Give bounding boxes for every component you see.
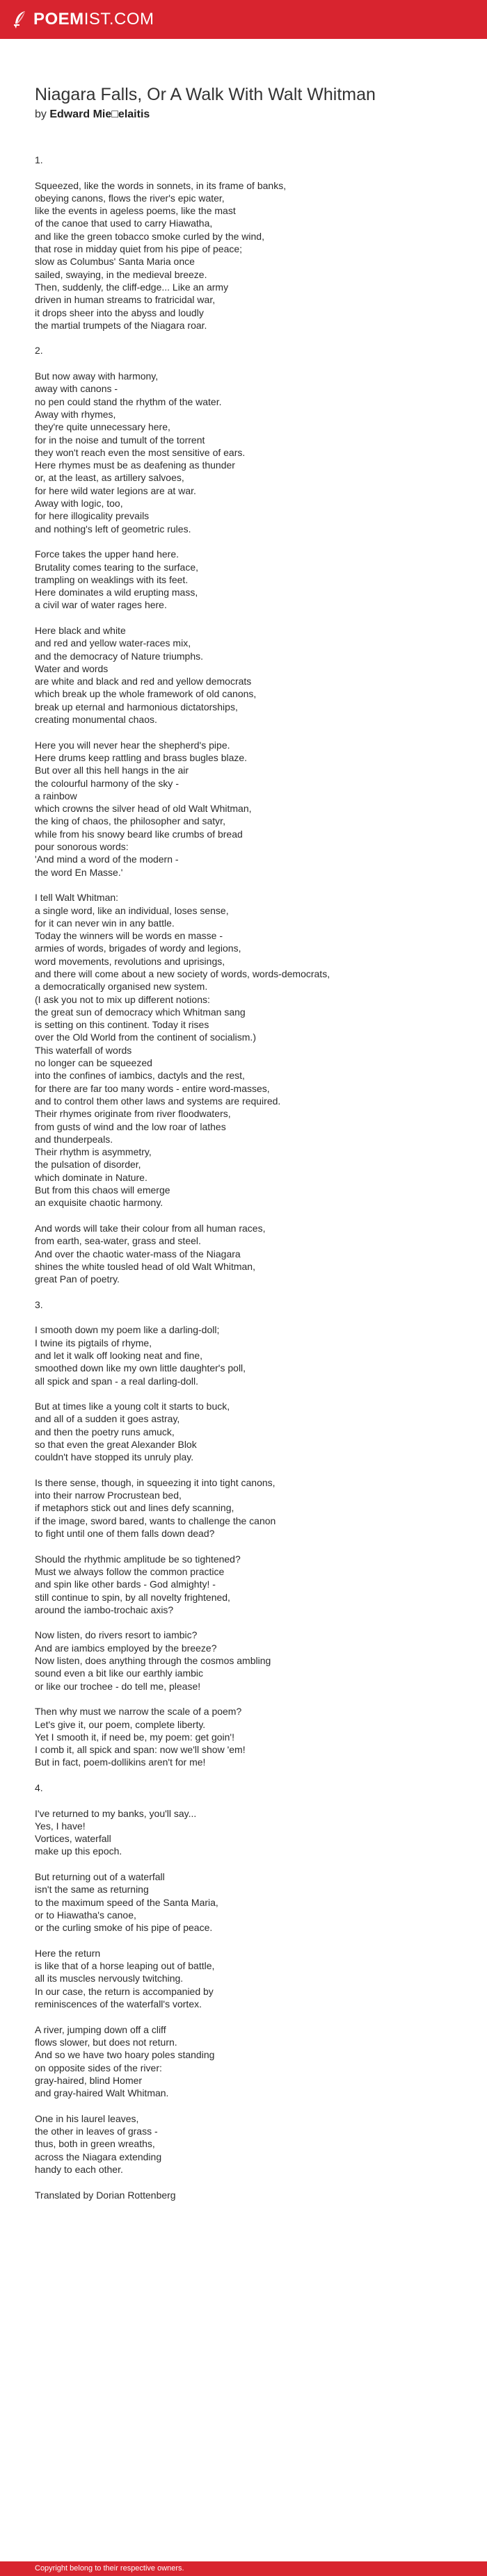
poem-line: Here rhymes must be as deafening as thunder (35, 459, 235, 471)
poem-line: into their narrow Procrustean bed, (35, 1490, 182, 1501)
poem-title: Niagara Falls, Or A Walk With Walt Whitman (35, 85, 376, 104)
poem-line: 4. (35, 1782, 43, 1793)
poem-line: Here drums keep rattling and brass bugles blaze. (35, 751, 248, 763)
poem-line: Now listen, does anything through the cosmos ambling (35, 1655, 271, 1667)
poem-line: the colourful harmony of the sky - (35, 777, 179, 789)
header-bar (0, 0, 487, 39)
poem-line: and nothing's left of geometric rules. (35, 523, 191, 535)
poem-container (35, 83, 459, 2214)
brand-strong: POEM (33, 10, 84, 28)
stanza (35, 624, 459, 726)
stanza (35, 1705, 459, 1768)
poem-line: A river, jumping down off a cliff (35, 2023, 166, 2035)
poem-line: Must we always follow the common practice (35, 1565, 225, 1577)
poem-line: Then why must we narrow the scale of a poem? (35, 1706, 242, 1718)
poem-line: and to control them other laws and systems are required. (35, 1095, 281, 1107)
poem-line: 'And mind a word of the modern - (35, 854, 179, 865)
poem-line: smoothed down like my own little daughter's poll, (35, 1362, 246, 1374)
poem-line: shines the white tousled head of old Walt Whitman, (35, 1260, 255, 1272)
poem-line: if metaphors stick out and lines defy scanning, (35, 1502, 234, 1514)
poem-line: and the democracy of Nature triumphs. (35, 650, 204, 662)
stanza (35, 739, 459, 879)
stanza (35, 1947, 459, 2010)
poem-line: all spick and span - a real darling-doll. (35, 1375, 199, 1387)
poem-line: a rainbow (35, 790, 77, 801)
poem-line: (I ask you not to mix up different notions: (35, 993, 210, 1005)
poem-line: Here black and white (35, 624, 126, 636)
poem-line: the pulsation of disorder, (35, 1159, 141, 1171)
poem-line: Today the winners will be words en masse - (35, 930, 223, 942)
copyright-text: Copyright belong to their respective owners. (35, 2564, 184, 2573)
poem-line: all its muscles nervously twitching. (35, 1973, 184, 1984)
quill-icon (13, 10, 28, 29)
poem-line: and red and yellow water-races mix, (35, 637, 191, 649)
poem-line: they won't reach even the most sensitive of ears. (35, 446, 246, 458)
poem-line: Away with logic, too, (35, 498, 123, 510)
poem-line: Vortices, waterfall (35, 1833, 111, 1845)
stanza (35, 1553, 459, 1616)
poem-line: Translated by Dorian Rottenberg (35, 2189, 176, 2201)
poem-line: make up this epoch. (35, 1845, 122, 1857)
poem-line: And so we have two hoary poles standing (35, 2049, 215, 2061)
stanza (35, 1400, 459, 1463)
poem-line: slow as Columbus' Santa Maria once (35, 256, 195, 268)
poem-line: the martial trumpets of the Niagara roar. (35, 319, 207, 331)
poem-line: But returning out of a waterfall (35, 1871, 165, 1883)
poem-line: and there will come about a new society of words, words-democrats, (35, 968, 330, 979)
poem-line: for here wild water legions are at war. (35, 484, 196, 496)
poem-line: word movements, revolutions and uprisings, (35, 955, 225, 967)
poem-line: and all of a sudden it goes astray, (35, 1413, 180, 1425)
poem-line: handy to each other. (35, 2163, 123, 2175)
poem-line: no pen could stand the rhythm of the water. (35, 396, 222, 407)
poem-line: This waterfall of words (35, 1044, 132, 1056)
poem-line: they're quite unnecessary here, (35, 421, 170, 433)
poem-line: sailed, swaying, in the medieval breeze. (35, 268, 207, 280)
stanza (35, 2112, 459, 2176)
poem-line: 2. (35, 345, 43, 357)
poem-line: like the events in ageless poems, like the mast (35, 205, 236, 217)
poem-body (35, 154, 459, 2201)
poem-line: and let it walk off looking neat and fine, (35, 1349, 203, 1361)
poem-line: while from his snowy beard like crumbs of bread (35, 828, 243, 840)
poem-line: which dominate in Nature. (35, 1171, 147, 1183)
author-link[interactable]: Edward Mie□elaitis (49, 108, 150, 120)
stanza (35, 1476, 459, 1540)
poem-line: that rose in midday quiet from his pipe of peace; (35, 243, 243, 255)
poem-line: Force takes the upper hand here. (35, 548, 179, 560)
poem-line: or the curling smoke of his pipe of peace. (35, 1922, 213, 1934)
poem-line: across the Niagara extending (35, 2151, 162, 2162)
brand-light: IST.COM (83, 10, 154, 28)
poem-line: I've returned to my banks, you'll say... (35, 1807, 197, 1819)
poem-line: for here illogicality prevails (35, 510, 150, 522)
poem-line: flows slower, but does not return. (35, 2036, 177, 2048)
stanza (35, 1807, 459, 1858)
poem-line: which break up the whole framework of old canons, (35, 688, 257, 700)
stanza (35, 1222, 459, 1285)
poem-line: I tell Walt Whitman: (35, 892, 119, 904)
poem-line: and like the green tobacco smoke curled by the wind, (35, 230, 264, 242)
poem-line: trampling on weaklings with its feet. (35, 573, 189, 585)
stanza (35, 1323, 459, 1387)
poem-line: But in fact, poem-dollikins aren't for me! (35, 1756, 206, 1768)
poem-line: Their rhythm is asymmetry, (35, 1146, 152, 1158)
stanza (35, 154, 459, 166)
poem-line: And words will take their colour from all human races, (35, 1222, 266, 1234)
poem-line: into the confines of iambics, dactyls and the rest, (35, 1070, 245, 1082)
poem-line: or to Hiawatha's canoe, (35, 1909, 136, 1921)
poem-line: for there are far too many words - entire word-masses, (35, 1082, 270, 1094)
poem-line: a single word, like an individual, loses sense, (35, 904, 229, 916)
poem-line: or, at the least, as artillery salvoes, (35, 472, 184, 484)
poem-line: One in his laurel leaves, (35, 2112, 139, 2124)
poem-line: And are iambics employed by the breeze? (35, 1642, 217, 1654)
poem-line: away with canons - (35, 383, 118, 395)
poem-line: 1. (35, 154, 43, 165)
stanza (35, 2023, 459, 2100)
poem-line: for it can never win in any battle. (35, 917, 175, 929)
poem-line: over the Old World from the continent of socialism.) (35, 1032, 256, 1043)
poem-line: Here you will never hear the shepherd's pipe. (35, 739, 230, 751)
poem-line: an exquisite chaotic harmony. (35, 1197, 163, 1209)
poem-line: or like our trochee - do tell me, please! (35, 1680, 201, 1692)
poem-line: a civil war of water rages here. (35, 599, 167, 611)
poem-line: Away with rhymes, (35, 408, 116, 420)
poem-line: Here the return (35, 1947, 101, 1959)
poem-line: Yes, I have! (35, 1820, 86, 1832)
poem-line: which crowns the silver head of old Walt Whitman, (35, 803, 252, 815)
poem-line: the word En Masse.' (35, 866, 123, 878)
poem-line: it drops sheer into the abyss and loudly (35, 307, 204, 318)
stanza (35, 548, 459, 611)
poem-line: driven in human streams to fratricidal war, (35, 294, 216, 306)
poem-line: the great sun of democracy which Whitman sang (35, 1006, 246, 1018)
poem-line: break up eternal and harmonious dictatorships, (35, 701, 238, 712)
poem-line: the other in leaves of grass - (35, 2126, 158, 2137)
poem-line: if the image, sword bared, wants to challenge the canon (35, 1515, 276, 1526)
stanza (35, 370, 459, 535)
poem-line: is setting on this continent. Today it rises (35, 1019, 209, 1031)
poem-line: Here dominates a wild erupting mass, (35, 587, 198, 598)
poem-line: Brutality comes tearing to the surface, (35, 561, 198, 573)
poem-line: Squeezed, like the words in sonnets, in its frame of banks, (35, 179, 287, 191)
stanza (35, 1782, 459, 1794)
poem-line: and spin like other bards - God almighty! - (35, 1579, 216, 1590)
poem-line: around the iambo-trochaic axis? (35, 1604, 174, 1615)
poem-line: 3. (35, 1298, 43, 1310)
stanza (35, 344, 459, 357)
footer-bar (0, 2561, 487, 2576)
poem-line: a democratically organised new system. (35, 981, 208, 993)
stanza (35, 1298, 459, 1311)
poem-line: Water and words (35, 662, 109, 674)
poem-line: gray-haired, blind Homer (35, 2074, 143, 2086)
poem-line: couldn't have stopped its unruly play. (35, 1451, 194, 1463)
poem-line: Now listen, do rivers resort to iambic? (35, 1629, 198, 1641)
poem-line: reminiscences of the waterfall's vortex. (35, 1998, 202, 2010)
poem-line: to the maximum speed of the Santa Maria, (35, 1896, 218, 1908)
poem-line: and then the poetry runs amuck, (35, 1426, 175, 1437)
poem-line: Let's give it, our poem, complete liberty. (35, 1718, 206, 1730)
poem-line: But over all this hell hangs in the air (35, 765, 189, 776)
poem-line: no longer can be squeezed (35, 1057, 152, 1069)
poem-line: Their rhymes originate from river floodwaters, (35, 1108, 231, 1120)
poem-line: and gray-haired Walt Whitman. (35, 2087, 169, 2099)
stanza (35, 1870, 459, 1934)
site-logo[interactable] (13, 9, 154, 30)
poem-line: isn't the same as returning (35, 1884, 149, 1896)
poem-line: armies of words, brigades of wordy and legions, (35, 943, 241, 954)
poem-line: for in the noise and tumult of the torrent (35, 434, 205, 446)
poem-line: so that even the great Alexander Blok (35, 1438, 197, 1450)
byline (35, 107, 459, 122)
poem-line: I comb it, all spick and span: now we'll show 'em! (35, 1744, 246, 1756)
poem-line: And over the chaotic water-mass of the Niagara (35, 1248, 241, 1260)
poem-line: Should the rhythmic amplitude be so tightened? (35, 1553, 241, 1565)
by-label: by (35, 108, 47, 120)
poem-line: thus, both in green wreaths, (35, 2138, 155, 2150)
stanza (35, 1629, 459, 1692)
poem-line: Then, suddenly, the cliff-edge... Like an army (35, 281, 229, 293)
poem-line: is like that of a horse leaping out of battle, (35, 1960, 215, 1972)
stanza (35, 891, 459, 1209)
stanza (35, 179, 459, 332)
poem-line: I twine its pigtails of rhyme, (35, 1337, 152, 1348)
poem-line: from earth, sea-water, grass and steel. (35, 1235, 201, 1247)
poem-line: of the canoe that used to carry Hiawatha, (35, 218, 213, 229)
poem-line: But at times like a young colt it starts to buck, (35, 1401, 230, 1412)
poem-line: But from this chaos will emerge (35, 1184, 170, 1196)
poem-line: sound even a bit like our earthly iambic (35, 1668, 204, 1679)
poem-line: pour sonorous words: (35, 841, 129, 853)
poem-line: to fight until one of them falls down dead? (35, 1528, 215, 1540)
poem-line: from gusts of wind and the low roar of lathes (35, 1120, 226, 1132)
poem-line: the king of chaos, the philosopher and satyr, (35, 815, 225, 827)
poem-line: In our case, the return is accompanied by (35, 1985, 214, 1997)
poem-line: great Pan of poetry. (35, 1273, 120, 1285)
poem-line: and thunderpeals. (35, 1133, 113, 1145)
poem-line: on opposite sides of the river: (35, 2062, 162, 2073)
poem-line: creating monumental chaos. (35, 714, 157, 726)
poem-line: are white and black and red and yellow democrats (35, 676, 252, 687)
stanza (35, 2189, 459, 2201)
poem-line: But now away with harmony, (35, 370, 159, 382)
poem-line: I smooth down my poem like a darling-doll; (35, 1324, 220, 1336)
poem-line: Is there sense, though, in squeezing it into tight canons, (35, 1476, 276, 1488)
poem-line: obeying canons, flows the river's epic water, (35, 192, 225, 204)
poem-line: still continue to spin, by all novelty frightened, (35, 1591, 230, 1603)
poem-line: Yet I smooth it, if need be, my poem: get goin'! (35, 1731, 234, 1743)
